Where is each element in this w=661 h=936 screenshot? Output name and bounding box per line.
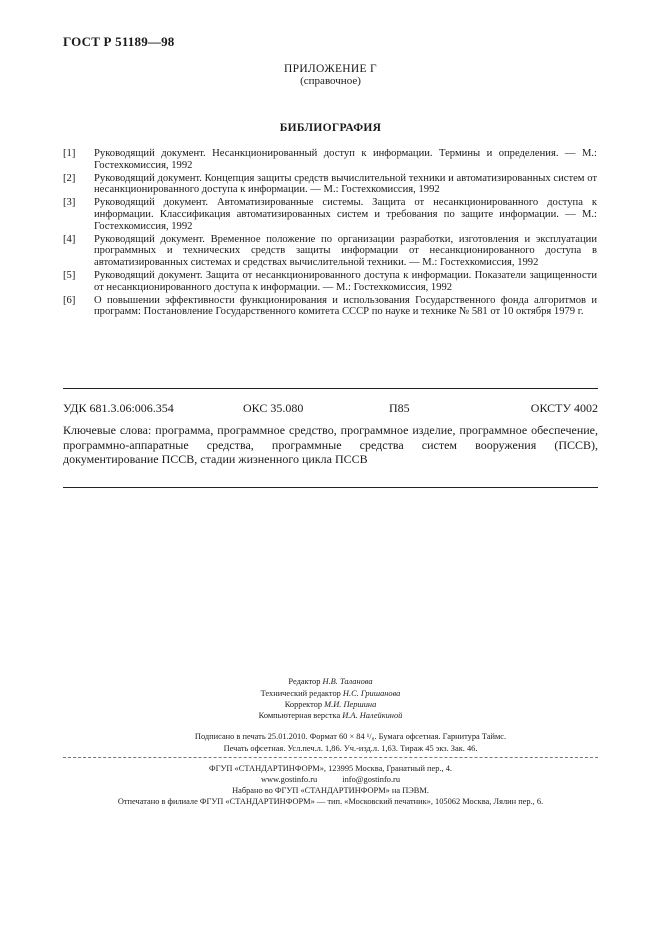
corrector-name: М.И. Першина: [324, 700, 377, 709]
imprint-tech-editor: [0, 689, 661, 698]
corrector-label: Корректор: [284, 700, 323, 709]
imprint-publisher: ФГУП «СТАНДАРТИНФОРМ», 123995 Москва, Гранатный пер., 4.: [209, 764, 452, 773]
imprint-layout: [0, 711, 661, 720]
publisher-email: info@gostinfo.ru: [342, 775, 401, 784]
tech-editor-label: Технический редактор: [260, 689, 341, 698]
standard-number: ГОСТ Р 51189—98: [63, 34, 175, 49]
bibliography-title: БИБЛИОГРАФИЯ: [279, 122, 382, 134]
reference-text: Руководящий документ. Концепция защиты средств вычислительной техники и автоматизированных систем от несанкционированного доступа к информации. — М.: Гостехкомиссия, 1992: [94, 172, 597, 196]
reference-item: [63, 234, 597, 269]
reference-item: [63, 270, 597, 293]
reference-number: [3]: [63, 197, 76, 209]
reference-text: Руководящий документ. Временное положение по организации разработки, изготовления и эксплуатации программных и технических средств защиты информации от несанкционированного доступа в автоматизированных системах и средствах вычислительной техники. — М.: Гостехкомиссия, 1992: [94, 233, 597, 268]
reference-text: Руководящий документ. Автоматизированные системы. Защита от несанкционированного доступа к информации. Классификация автоматизированных систем и требования по защите информации. — М.: Гостехкомиссия, 1992: [94, 197, 597, 232]
divider-line: [63, 388, 598, 389]
layout-name: И.А. Налейкиной: [342, 711, 403, 720]
reference-item: [63, 148, 597, 171]
reference-text: Руководящий документ. Несанкционированный доступ к информации. Термины и определения. — М.: Гостехкомиссия, 1992: [94, 148, 597, 171]
appendix-title: ПРИЛОЖЕНИЕ Г: [284, 63, 377, 75]
imprint-corrector: [0, 700, 661, 709]
editor-name: Н.В. Таланова: [322, 677, 373, 686]
imprint-typeset: Набрано во ФГУП «СТАНДАРТИНФОРМ» на ПЭВМ.: [232, 786, 429, 795]
tech-editor-name: Н.С. Гришанова: [342, 689, 401, 698]
imprint-editor: [0, 677, 661, 686]
udk-code: УДК 681.3.06:006.354: [63, 401, 174, 415]
reference-number: [6]: [63, 294, 76, 306]
reference-number: [2]: [63, 172, 76, 184]
reference-item: [63, 295, 597, 318]
reference-item: [63, 173, 597, 196]
divider-line: [63, 487, 598, 488]
group-code: П85: [389, 401, 410, 415]
reference-list: [63, 148, 597, 319]
imprint-contacts: [0, 775, 661, 784]
divider-dashed: [63, 757, 598, 758]
reference-number: [1]: [63, 148, 76, 159]
appendix-subtitle: (справочное): [300, 75, 361, 87]
okstu-code: ОКСТУ 4002: [530, 401, 598, 415]
imprint-print-info: Печать офсетная. Усл.печ.л. 1,86. Уч.-изд.л. 1,63. Тираж 45 экз. Зак. 46.: [223, 744, 478, 753]
reference-text: Руководящий документ. Защита от несанкционированного доступа к информации. Показатели защищенности от несанкционированного доступа к информации. — М.: Гостехкомиссия, 1992: [94, 269, 597, 293]
oks-code: ОКС 35.080: [243, 401, 304, 415]
layout-label: Компьютерная верстка: [258, 711, 341, 720]
keywords: Ключевые слова: программа, программное средство, программное изделие, программное обеспечение, программно-аппаратные средства, программные средства систем вооружения (ПССВ), документирование ПССВ, стадии жизненного цикла ПССВ: [63, 423, 598, 466]
reference-number: [4]: [63, 233, 76, 245]
editor-label: Редактор: [288, 677, 321, 686]
publisher-website: www.gostinfo.ru: [260, 775, 318, 784]
imprint-signed: Подписано в печать 25.01.2010. Формат 60 × 84 ¹/₈. Бумага офсетная. Гарнитура Таймс.: [194, 732, 507, 741]
reference-text: О повышении эффективности функционирования и использования Государственного фонда алгоритмов и программ: Постановление Государственного комитета СССР по науке и технике № 581 от 10 октября 1979 г.: [94, 294, 597, 318]
reference-number: [5]: [63, 269, 76, 281]
reference-item: [63, 197, 597, 232]
imprint-printed: Отпечатано в филиале ФГУП «СТАНДАРТИНФОРМ» — тип. «Московский печатник», 105062 Москва, Лялин пер., 6.: [117, 797, 544, 806]
